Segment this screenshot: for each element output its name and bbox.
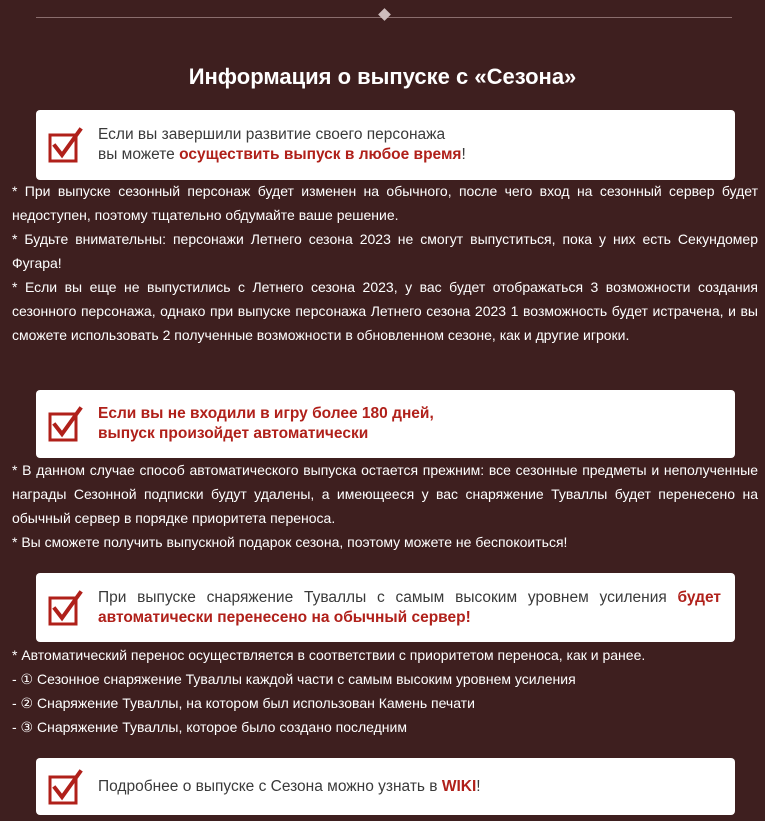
divider-diamond-icon (378, 8, 391, 21)
callout-text-post: ! (476, 777, 481, 795)
callout-auto-release (36, 390, 735, 458)
page-title: Информация о выпуске с «Сезона» (188, 64, 577, 89)
notes-block-2 (12, 458, 758, 554)
note-paragraph: * В данном случае способ автоматического выпуска остается прежним: все сезонные предметы и неполученные награды Сезонной подписки будут удалены, а имеющееся у вас снаряжение Туваллы будет перенесено на обычный сервер в порядке приоритета переноса. (12, 462, 758, 526)
checkbox-check-icon (48, 590, 84, 626)
note-paragraph: * Автоматический перенос осуществляется в соответствии с приоритетом переноса, как и ранее. (12, 647, 646, 663)
priority-item-2: - ② Снаряжение Туваллы, на котором был использован Камень печати (12, 695, 475, 711)
callout-text (98, 404, 721, 444)
note-paragraph: * Вы сможете получить выпускной подарок сезона, поэтому можете не беспокоиться! (12, 534, 568, 550)
priority-item-3: - ③ Снаряжение Туваллы, которое было создано последним (12, 719, 407, 735)
callout-line2: выпуск произойдет автоматически (98, 425, 369, 442)
callout-line2-post: ! (461, 146, 466, 163)
callout-wiki (36, 758, 735, 815)
callout-gear-transfer (36, 573, 735, 642)
note-paragraph: * При выпуске сезонный персонаж будет изменен на обычного, после чего вход на сезонный сервер будет недоступен, поэтому тщательно обдумайте ваше решение. (12, 183, 758, 223)
callout-line2-pre: вы можете (98, 146, 180, 163)
callout-line1: Если вы не входили в игру более 180 дней, (98, 405, 434, 422)
checkbox-check-icon (48, 127, 84, 163)
notes-block-1 (12, 179, 758, 347)
checkbox-check-icon (48, 769, 84, 805)
note-paragraph: * Будьте внимательны: персонажи Летнего сезона 2023 не смогут выпуститься, пока у них есть Секундомер Фугара! (12, 231, 758, 271)
callout-text-pre: Подробнее о выпуске с Сезона можно узнать в (98, 777, 442, 795)
priority-item-1: - ① Сезонное снаряжение Туваллы каждой части с самым высоким уровнем усиления (12, 671, 576, 687)
notes-block-3 (12, 643, 758, 739)
callout-text-pre: При выпуске снаряжение Туваллы с самым высоким уровнем усиления (98, 588, 678, 606)
callout-text (98, 588, 721, 628)
callout-line1: Если вы завершили развитие своего персонажа (98, 126, 446, 143)
callout-text (98, 125, 721, 165)
callout-highlight: осуществить выпуск в любое время (179, 146, 462, 163)
callout-release-anytime (36, 110, 735, 180)
callout-text (98, 777, 721, 797)
wiki-link[interactable]: WIKI (441, 777, 477, 795)
callout-highlight: будет автоматически перенесено на обычный сервер! (98, 588, 721, 626)
checkbox-check-icon (48, 406, 84, 442)
note-paragraph: * Если вы еще не выпустились с Летнего сезона 2023, у вас будет отображаться 3 возможности создания сезонного персонажа, однако при выпуске персонажа Летнего сезона 2023 1 возможность будет истрачена, и вы сможете использовать 2 полученные возможности в обновленном сезоне, как и другие игроки. (12, 279, 758, 343)
